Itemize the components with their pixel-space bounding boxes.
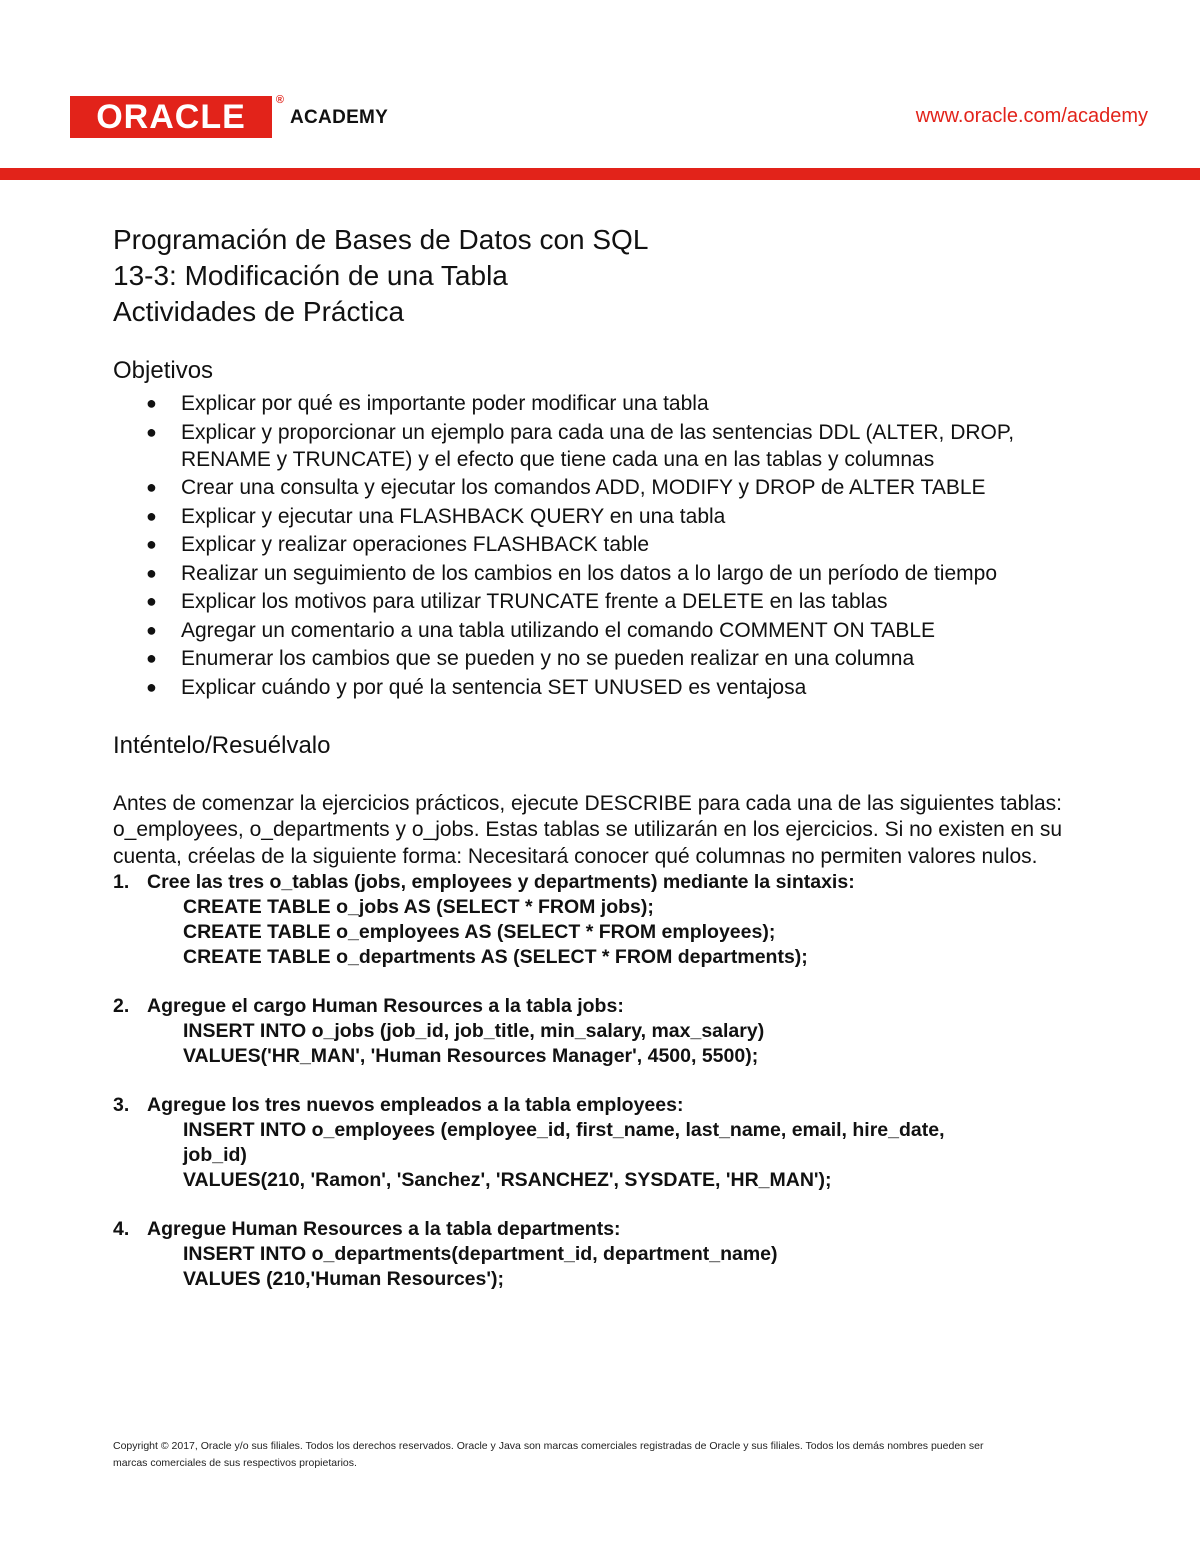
activity-title: Actividades de Práctica — [113, 296, 405, 327]
oracle-logo — [70, 94, 284, 138]
bullet-icon: ● — [146, 393, 157, 413]
course-title: Programación de Bases de Datos con SQL — [113, 224, 649, 255]
copyright-line-1: Copyright © 2017, Oracle y/o sus filiales. Todos los derechos reservados. Oracle y Java son marcas comerciales registradas de Oracle y sus filiales. Todos los demás nombres pueden ser — [113, 1440, 984, 1452]
list-item — [113, 390, 1021, 417]
exercise-number: 1. — [113, 871, 130, 893]
code-line: CREATE TABLE o_departments AS (SELECT * FROM departments); — [183, 946, 808, 968]
academy-label: ACADEMY — [290, 107, 389, 128]
exercise-text: Agregue Human Resources a la tabla departments: — [147, 1218, 621, 1240]
exercise-heading — [113, 1217, 1073, 1242]
list-item — [113, 503, 1021, 530]
exercise-4 — [113, 1217, 1073, 1292]
list-item — [113, 588, 1021, 615]
exercise-heading — [113, 994, 1073, 1019]
lesson-title: 13-3: Modificación de una Tabla — [113, 260, 508, 291]
objectives-heading: Objetivos — [113, 357, 214, 384]
exercise-text: Agregue los tres nuevos empleados a la tabla employees: — [147, 1094, 684, 1116]
try-it-heading: Inténtelo/Resuélvalo — [113, 731, 331, 759]
code-line: INSERT INTO o_departments(department_id, department_name) — [183, 1243, 778, 1265]
exercise-text: Cree las tres o_tablas (jobs, employees y departments) mediante la sintaxis: — [147, 871, 855, 893]
list-item — [113, 674, 1021, 701]
objectives-list — [113, 390, 1073, 701]
exercise-heading — [113, 1093, 1073, 1118]
list-item — [113, 560, 1021, 587]
objective-text: Agregar un comentario a una tabla utilizando el comando COMMENT ON TABLE — [181, 618, 936, 642]
bullet-icon: ● — [146, 648, 157, 668]
objective-text: Explicar cuándo y por qué la sentencia SET UNUSED es ventajosa — [181, 675, 807, 699]
bullet-icon: ● — [146, 534, 157, 554]
code-line: job_id) — [183, 1144, 247, 1166]
bullet-icon: ● — [146, 676, 157, 697]
bullet-icon: ● — [146, 505, 157, 526]
objective-text: Explicar y ejecutar una FLASHBACK QUERY en una tabla — [181, 504, 726, 528]
bullet-icon: ● — [146, 477, 157, 497]
code-line: VALUES (210,'Human Resources'); — [183, 1268, 504, 1290]
exercise-1 — [113, 870, 1073, 970]
list-item — [113, 617, 1021, 644]
code-line: VALUES('HR_MAN', 'Human Resources Manager', 4500, 5500); — [183, 1045, 759, 1067]
list-item — [113, 531, 1021, 558]
objective-text: Explicar por qué es importante poder modificar una tabla — [181, 392, 709, 415]
exercise-number: 2. — [113, 995, 130, 1017]
objective-text: Explicar y proporcionar un ejemplo para cada una de las sentencias DDL (ALTER, DROP, RENAME y TRUNCATE) y el efecto que tiene cada una en las tablas y columnas — [181, 420, 1015, 471]
code-line: INSERT INTO o_jobs (job_id, job_title, min_salary, max_salary) — [183, 1020, 765, 1042]
registered-mark: ® — [275, 94, 284, 106]
exercise-heading — [113, 870, 1073, 895]
intro-paragraph: Antes de comenzar la ejercicios prácticos, ejecute DESCRIBE para cada una de las siguientes tablas: o_employees, o_departments y o_jobs. Estas tablas se utilizarán en los ejercicios. Si no existen en su cuenta, créelas de la siguiente forma: Necesitará conocer qué columnas no permiten valores nulos. — [113, 791, 1063, 868]
bullet-icon: ● — [146, 619, 157, 640]
bullet-icon: ● — [146, 591, 157, 611]
exercise-text: Agregue el cargo Human Resources a la tabla jobs: — [147, 995, 624, 1017]
list-item — [113, 419, 1021, 473]
bullet-icon: ● — [146, 562, 157, 583]
code-line: INSERT INTO o_employees (employee_id, first_name, last_name, email, hire_date, — [183, 1119, 945, 1141]
academy-url-link[interactable]: www.oracle.com/academy — [915, 105, 1148, 127]
code-line: VALUES(210, 'Ramon', 'Sanchez', 'RSANCHEZ', SYSDATE, 'HR_MAN'); — [183, 1169, 832, 1191]
document-body — [113, 222, 1073, 1292]
page-header — [0, 0, 1200, 180]
exercise-3 — [113, 1093, 1073, 1193]
list-item — [113, 474, 1021, 501]
exercise-number: 3. — [113, 1094, 130, 1116]
bullet-icon: ● — [146, 421, 157, 442]
oracle-logo-text: ORACLE — [96, 98, 246, 136]
objective-text: Realizar un seguimiento de los cambios en los datos a lo largo de un período de tiempo — [181, 561, 997, 585]
header-divider-bar — [0, 168, 1200, 180]
exercise-number: 4. — [113, 1218, 130, 1240]
copyright-line-2: marcas comerciales de sus respectivos propietarios. — [113, 1457, 357, 1469]
objective-text: Explicar y realizar operaciones FLASHBACK table — [181, 533, 650, 556]
code-line: CREATE TABLE o_employees AS (SELECT * FROM employees); — [183, 921, 776, 943]
objective-text: Crear una consulta y ejecutar los comandos ADD, MODIFY y DROP de ALTER TABLE — [181, 476, 986, 499]
objective-text: Enumerar los cambios que se pueden y no se pueden realizar en una columna — [181, 647, 915, 670]
copyright-footer — [113, 1438, 1103, 1472]
list-item — [113, 645, 1021, 672]
exercise-2 — [113, 994, 1073, 1069]
objective-text: Explicar los motivos para utilizar TRUNCATE frente a DELETE en las tablas — [181, 590, 888, 613]
code-line: CREATE TABLE o_jobs AS (SELECT * FROM jobs); — [183, 896, 654, 918]
